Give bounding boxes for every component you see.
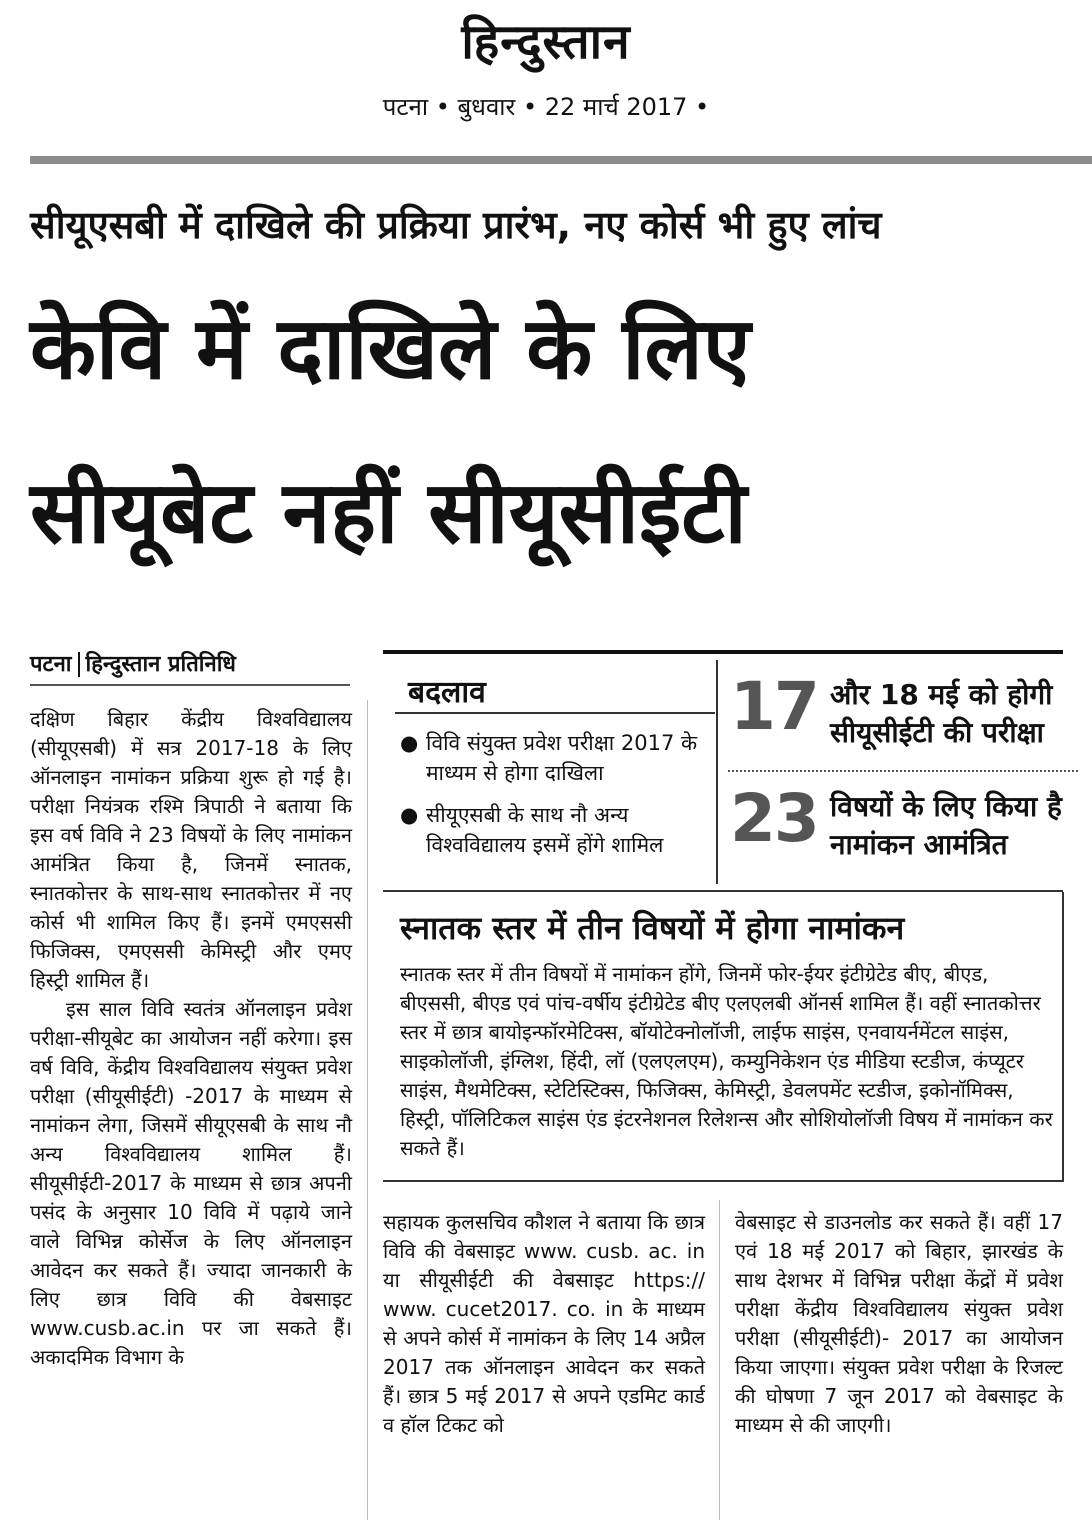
- article-column-2: [383, 1208, 705, 1440]
- top-rule: [30, 156, 1092, 164]
- headline-line-1: केवि में दाखिले के लिए: [30, 299, 751, 399]
- undergrad-box-title: स्नातक स्तर में तीन विषयों में होगा नामांकन: [400, 909, 905, 947]
- headline-line-2: सीयूबेट नहीं सीयूसीईटी: [30, 463, 747, 563]
- article-paragraph: वेबसाइट से डाउनलोड कर सकते हैं। वहीं 17 एवं 18 मई 2017 को बिहार, झारखंड के साथ देशभर में विभिन्न परीक्षा केंद्रों में प्रवेश परीक्षा केंद्रीय विश्वविद्यालय संयुक्त प्रवेश परीक्षा (सीयूसीईटी)- 2017 का आयोजन किया जाएगा। संयुक्त प्रवेश परीक्षा के रिजल्ट की घोषणा 7 जून 2017 को वेबसाइट के माध्यम से की जाएगी।: [735, 1210, 1063, 1437]
- stat-text: विषयों के लिए किया है नामांकन आमंत्रित: [830, 790, 1062, 861]
- article-paragraph: सहायक कुलसचिव कौशल ने बताया कि छात्र विवि की वेबसाइट www. cusb. ac. in या सीयूसीईटी की वेबसाइट https:// www. cucet2017. co. in के माध्यम से अपने कोर्स में नामांकन के लिए 14 अप्रैल 2017 तक ऑनलाइन आवेदन कर सकते हैं। छात्र 5 मई 2017 से अपने एडमिट कार्ड व हॉल टिकट को: [383, 1210, 705, 1437]
- column-divider: [367, 700, 368, 1520]
- article-kicker: सीयूएसबी में दाखिले की प्रक्रिया प्रारंभ, नए कोर्स भी हुए लांच: [30, 203, 882, 247]
- bullet-text: विवि संयुक्त प्रवेश परीक्षा 2017 के माध्यम से होगा दाखिला: [426, 731, 698, 785]
- info-box-top-rule: [383, 650, 1063, 654]
- stat-number: 23: [730, 780, 818, 857]
- list-item: [400, 800, 706, 860]
- dateline: पटना • बुधवार • 22 मार्च 2017 •: [382, 93, 710, 121]
- badlav-list: [400, 728, 706, 872]
- byline-place: पटना: [30, 652, 72, 677]
- byline-source: हिन्दुस्तान प्रतिनिधि: [85, 652, 236, 677]
- byline-rule: [30, 684, 350, 686]
- bullet-text: सीयूएसबी के साथ नौ अन्य विश्वविद्यालय इसमें होंगे शामिल: [426, 803, 664, 857]
- article-paragraph: इस साल विवि स्वतंत्र ऑनलाइन प्रवेश परीक्षा-सीयूबेट का आयोजन नहीं करेगा। इस वर्ष विवि, केंद्रीय विश्वविद्यालय संयुक्त प्रवेश परीक्षा (सीयूसीईटी) -2017 के माध्यम से नामांकन लेगा, जिसमें सीयूएसबी के साथ नौ अन्य विश्वविद्यालय शामिल हैं। सीयूसीईटी-2017 के माध्यम से छात्र अपनी पसंद के अनुसार 10 विवि में पढ़ाये जाने वाले विभिन्न कोर्सेज के लिए ऑनलाइन आवेदन कर सकते हैं। ज्यादा जानकारी के लिए छात्र विवि की वेबसाइट www.cusb.ac.in पर जा सकते हैं। अकादमिक विभाग के: [30, 997, 352, 1369]
- badlav-title: बदलाव: [408, 675, 486, 710]
- stat-divider: [728, 770, 1078, 772]
- list-item: [400, 728, 706, 788]
- stat-text: और 18 मई को होगी सीयूसीईटी की परीक्षा: [830, 678, 1053, 749]
- column-divider: [719, 1200, 720, 1520]
- bullet-icon: ●: [400, 803, 419, 827]
- article-column-1: [30, 705, 352, 1372]
- byline: [30, 648, 236, 678]
- bullet-icon: ●: [400, 731, 419, 755]
- badlav-rule: [395, 712, 715, 714]
- masthead-logo: हिन्दुस्तान: [461, 14, 631, 70]
- stat-number: 17: [730, 668, 818, 745]
- article-paragraph: दक्षिण बिहार केंद्रीय विश्वविद्यालय (सीयूएसबी) में सत्र 2017-18 के लिए ऑनलाइन नामांकन प्रक्रिया शुरू हो गई है। परीक्षा नियंत्रक रश्मि त्रिपाठी ने बताया कि इस वर्ष विवि ने 23 विषयों के लिए नामांकन आमंत्रित किया है, जिनमें स्नातक, स्नातकोत्तर के साथ-साथ स्नातकोत्तर में नए कोर्स भी शामिल किए हैं। इनमें एमएससी फिजिक्स, एमएससी केमिस्ट्री और एमए हिस्ट्री शामिल हैं।: [30, 707, 352, 992]
- article-column-3: [735, 1208, 1063, 1440]
- undergrad-box-body: स्नातक स्तर में तीन विषयों में नामांकन होंगे, जिनमें फोर-ईयर इंटीग्रेटेड बीए, बीएड, बीएससी, बीएड एवं पांच-वर्षीय इंटीग्रेटेड बीए एलएलबी ऑनर्स शामिल हैं। वहीं स्नातकोत्तर स्तर में छात्र बायोइन्फॉरमेटिक्स, बॉयोटेक्नोलॉजी, लाईफ साइंस, एनवायर्नमेंटल साइंस, साइकोलॉजी, इंग्लिश, हिंदी, लॉ (एलएलएम), कम्युनिकेशन एंड मीडिया स्टडीज, कंप्यूटर साइंस, मैथमेटिक्स, स्टेटिस्टिक्स, फिजिक्स, केमिस्ट्री, डेवलपमेंट स्टडीज, इकोनॉमिक्स, हिस्ट्री, पॉलिटिकल साइंस एंड इंटरनेशनल रिलेशन्स और सोशियोलॉजी विषय में नामांकन कर सकते हैं।: [400, 962, 1053, 1160]
- byline-separator: [78, 652, 80, 677]
- info-box-divider: [716, 660, 718, 884]
